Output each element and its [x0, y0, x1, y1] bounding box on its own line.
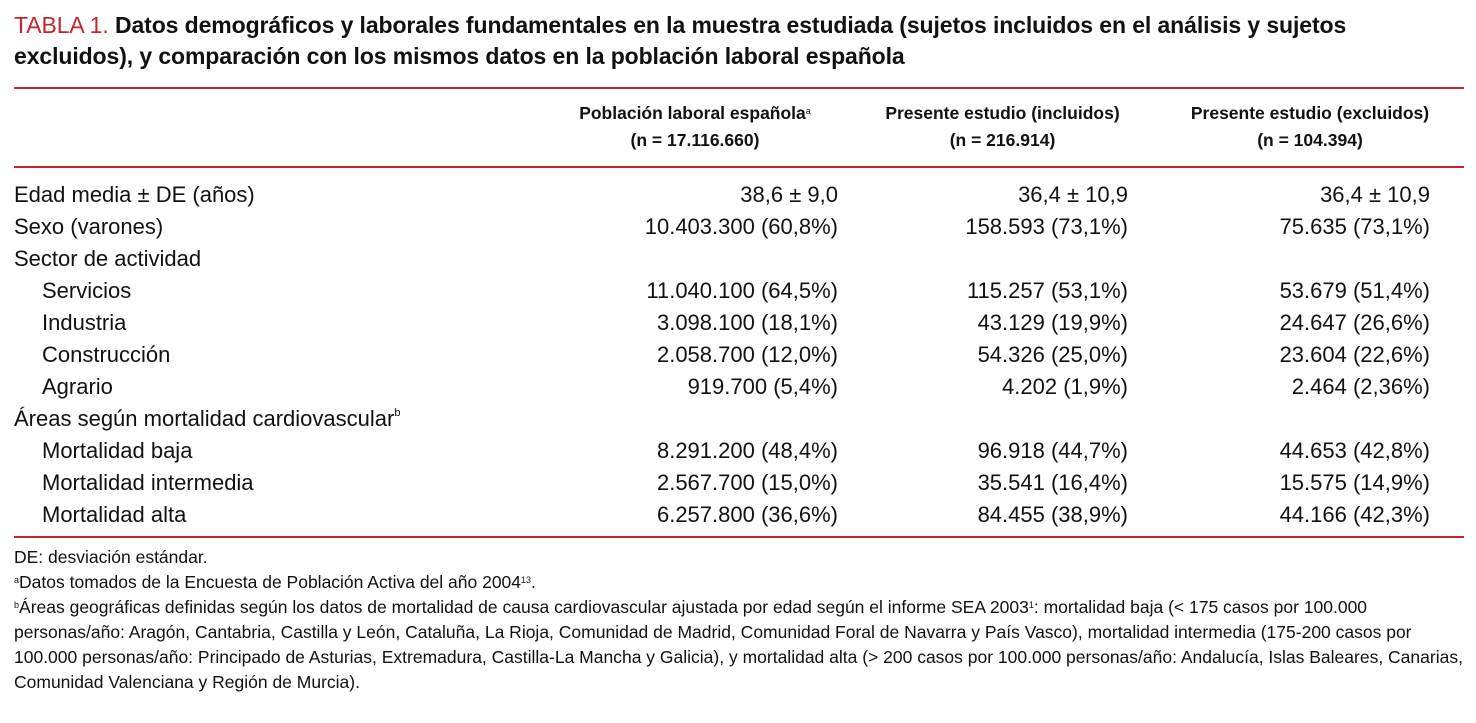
row-label [14, 467, 602, 499]
row-label-text: Construcción [42, 342, 171, 367]
value-cell: 115.257 (53,1%) [966, 278, 1128, 303]
footnote-a [14, 570, 1464, 595]
value-cell: 44.653 (42,8%) [1279, 438, 1430, 463]
row-label [14, 403, 602, 435]
data-table [14, 179, 1464, 531]
row-label [14, 275, 602, 307]
table-label: TABLA 1. [14, 12, 109, 38]
value-cell: 84.455 (38,9%) [977, 502, 1128, 527]
footnote-a-end: . [531, 572, 536, 592]
value-cell: 4.202 (1,9%) [1002, 374, 1128, 399]
value-cell: 2.567.700 (15,0%) [656, 470, 838, 495]
footnote-b-ref: 1 [1028, 600, 1034, 610]
footnote-a-mark: a [14, 575, 20, 585]
footnote-a-ref: 13 [521, 575, 532, 585]
value-cell: 158.593 (73,1%) [965, 214, 1128, 239]
row-label-text: Mortalidad alta [42, 502, 187, 527]
table-row [14, 275, 1464, 307]
row-label [14, 339, 602, 371]
row-label [14, 499, 602, 531]
value-cell: 36,4 ± 10,9 [1320, 182, 1430, 207]
value-cell: 3.098.100 (18,1%) [656, 310, 838, 335]
table-row [14, 339, 1464, 371]
value-cell [838, 243, 1128, 275]
column-header-population [560, 100, 830, 154]
value-cell [602, 243, 838, 275]
column-header-included [860, 100, 1145, 154]
footnote-a-marker: a [805, 106, 811, 116]
value-cell [602, 403, 838, 435]
footnote-b-mark: b [14, 600, 20, 610]
row-label [14, 371, 602, 403]
value-cell: 11.040.100 (64,5%) [646, 278, 838, 303]
row-label [14, 179, 602, 211]
value-cell [1128, 243, 1430, 275]
row-label-text: Industria [42, 310, 127, 335]
value-cell: 53.679 (51,4%) [1279, 278, 1430, 303]
row-label-footnote-mark: b [394, 407, 401, 419]
row-filler [1430, 179, 1464, 211]
row-label-text: Mortalidad intermedia [42, 470, 254, 495]
value-cell: 8.291.200 (48,4%) [656, 438, 838, 463]
table-row [14, 179, 1464, 211]
table-row [14, 243, 1464, 275]
value-cell [838, 403, 1128, 435]
row-label-text: Sexo (varones) [14, 214, 164, 239]
column-header-included-line1: Presente estudio (incluidos) [885, 103, 1120, 123]
column-header-excluded-line2: (n = 104.394) [1257, 130, 1363, 150]
value-cell: 38,6 ± 9,0 [740, 182, 838, 207]
table-title-text: Datos demográficos y laborales fundamentales en la muestra estudiada (sujetos incluidos en el análisis y sujetos excluidos), y comparación con los mismos datos en la población laboral española [14, 12, 1347, 69]
table-row [14, 307, 1464, 339]
column-header-included-line2: (n = 216.914) [949, 130, 1056, 150]
column-header-excluded [1165, 100, 1455, 154]
value-cell [1128, 403, 1430, 435]
value-cell: 43.129 (19,9%) [977, 310, 1128, 335]
row-label-text: Edad media ± DE (años) [14, 182, 255, 207]
table-title [14, 10, 1464, 72]
row-filler [1430, 499, 1464, 531]
row-label-text: Áreas según mortalidad cardiovascular [14, 406, 395, 431]
table-row [14, 467, 1464, 499]
row-filler [1430, 403, 1464, 435]
value-cell: 44.166 (42,3%) [1279, 502, 1430, 527]
value-cell: 10.403.300 (60,8%) [644, 214, 838, 239]
header-rule [14, 166, 1464, 168]
footnote-b-text-cont: : mortalidad baja (< 175 casos por 100.000 personas/año: Aragón, Cantabria, Castilla y León, Cataluña, La Rioja, Comunidad de Madrid, Comunidad Foral de Navarra y País Vasco), mortalidad intermedia (175-200 casos por 100.000 personas/año: Principado de Asturias, Extremadura, Castilla-La Mancha y Galicia), y mortalidad alta (> 200 casos por 100.000 personas/año: Andalucía, Islas Baleares, Canarias, Comunidad Valenciana y Región de Murcia). [14, 597, 1463, 692]
row-filler [1430, 307, 1464, 339]
top-rule [14, 87, 1464, 89]
row-label-text: Mortalidad baja [42, 438, 193, 463]
row-filler [1430, 275, 1464, 307]
row-filler [1430, 211, 1464, 243]
table-row [14, 211, 1464, 243]
value-cell: 54.326 (25,0%) [977, 342, 1128, 367]
value-cell: 35.541 (16,4%) [977, 470, 1128, 495]
value-cell: 6.257.800 (36,6%) [656, 502, 838, 527]
value-cell: 919.700 (5,4%) [687, 374, 838, 399]
table-footnotes [14, 545, 1464, 695]
value-cell: 2.464 (2,36%) [1291, 374, 1430, 399]
row-filler [1430, 243, 1464, 275]
row-filler [1430, 371, 1464, 403]
table-row [14, 403, 1464, 435]
row-label-text: Servicios [42, 278, 132, 303]
value-cell: 23.604 (22,6%) [1279, 342, 1430, 367]
table-row [14, 435, 1464, 467]
row-label [14, 307, 602, 339]
value-cell: 96.918 (44,7%) [977, 438, 1128, 463]
row-label-text: Agrario [42, 374, 113, 399]
value-cell: 2.058.700 (12,0%) [656, 342, 838, 367]
bottom-rule [14, 536, 1464, 538]
value-cell: 15.575 (14,9%) [1279, 470, 1430, 495]
footnote-de: DE: desviación estándar. [14, 547, 208, 567]
column-header-excluded-line1: Presente estudio (excluidos) [1190, 103, 1430, 123]
row-filler [1430, 467, 1464, 499]
column-header-population-line2: (n = 17.116.660) [630, 130, 760, 150]
footnote-b-text: Áreas geográficas definidas según los datos de mortalidad de causa cardiovascular ajustada por edad según el informe SEA 2003 [19, 597, 1029, 617]
row-filler [1430, 339, 1464, 371]
value-cell: 75.635 (73,1%) [1279, 214, 1430, 239]
footnote-b [14, 595, 1464, 695]
data-table-body [14, 179, 1464, 531]
column-header-population-line1: Población laboral española [579, 103, 806, 123]
footnote-a-text: Datos tomados de la Encuesta de Población Activa del año 2004 [19, 572, 522, 592]
table-row [14, 499, 1464, 531]
table-row [14, 371, 1464, 403]
value-cell: 36,4 ± 10,9 [1018, 182, 1128, 207]
row-label-text: Sector de actividad [14, 246, 202, 271]
row-label [14, 435, 602, 467]
row-label [14, 243, 602, 275]
row-label [14, 211, 602, 243]
row-filler [1430, 435, 1464, 467]
value-cell: 24.647 (26,6%) [1279, 310, 1430, 335]
